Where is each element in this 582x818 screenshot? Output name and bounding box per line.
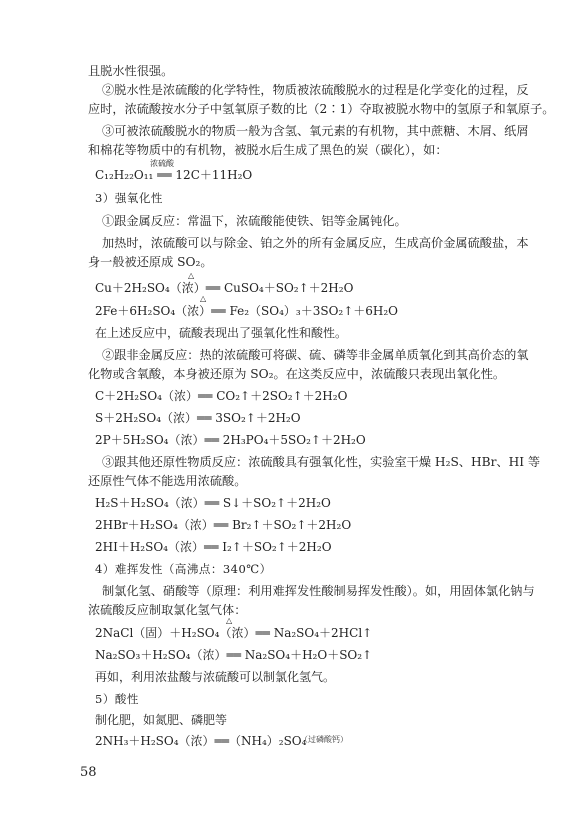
heat-symbol: △ [200,294,207,303]
paragraph-line: 且脱水性很强。 [88,64,174,78]
equation-line: S＋2H₂SO₄（浓）══ 3SO₂↑＋2H₂O [95,411,301,425]
section-heading: 5）酸性 [95,692,139,706]
section-heading: 3）强氧化性 [95,191,163,205]
paragraph-line: ③跟其他还原性物质反应：浓硫酸具有强氧化性，实验室干燥 H₂S、HBr、HI 等 [102,455,541,469]
equation-line: Cu＋2H₂SO₄（浓）══ CuSO₄＋SO₂↑＋2H₂O [95,281,354,295]
paragraph-line: 加热时，浓硫酸可以与除金、铂之外的所有金属反应，生成高价金属硫酸盐，本 [102,236,529,250]
equation-line: 2HBr＋H₂SO₄（浓）══ Br₂↑＋SO₂↑＋2H₂O [95,518,352,532]
paragraph-line: 制化肥，如氮肥、磷肥等 [95,713,228,727]
paragraph-line: 浓硫酸反应制取氯化氢气体： [88,603,247,617]
paragraph-line: 再如，利用浓盐酸与浓硫酸可以制氯化氢气。 [95,670,336,684]
paragraph-line: 在上述反应中，硫酸表现出了强氧化性和酸性。 [95,326,348,340]
equation-line: H₂S＋H₂SO₄（浓）══ S↓＋SO₂↑＋2H₂O [95,496,331,510]
equation-line: 2Fe＋6H₂SO₄（浓）══ Fe₂（SO₄）₃＋3SO₂↑＋6H₂O [95,304,399,318]
equation-line: 2NH₃＋H₂SO₄（浓）══（NH₄）₂SO₄ [95,734,307,748]
equation-line: 2NaCl（固）＋H₂SO₄（浓）══ Na₂SO₄＋2HCl↑ [95,626,373,640]
paragraph-line: 身一般被还原成 SO₂。 [88,255,213,269]
paragraph-line: 和棉花等物质中的有机物，被脱水后生成了黑色的炭（碳化），如： [88,143,448,157]
footnote-label: （过磷酸钙） [300,735,348,744]
equation-line: Na₂SO₃＋H₂SO₄（浓）══ Na₂SO₄＋H₂O＋SO₂↑ [95,648,373,662]
paragraph-line: 制氯化氢、硝酸等（原理：利用难挥发性酸制易挥发性酸）。如，用固体氯化钠与 [102,584,535,598]
paragraph-line: ②脱水性是浓硫酸的化学特性，物质被浓硫酸脱水的过程是化学变化的过程，反 [102,83,529,97]
equation-line: 2HI＋H₂SO₄（浓）══ I₂↑＋SO₂↑＋2H₂O [95,540,332,554]
equation-line: C＋2H₂SO₄（浓）══ CO₂↑＋2SO₂↑＋2H₂O [95,389,348,403]
section-heading: 4）难挥发性（高沸点：340℃） [95,562,272,576]
paragraph-line: ①跟金属反应：常温下，浓硫酸能使铁、铝等金属钝化。 [102,214,407,228]
paragraph-line: ③可被浓硫酸脱水的物质一般为含氢、氧元素的有机物，其中蔗糖、木屑、纸屑 [102,124,529,138]
page-number: 58 [80,765,97,780]
paragraph-line: 化物或含氧酸，本身被还原为 SO₂。在这类反应中，浓硫酸只表现出氧化性。 [88,367,506,381]
paragraph-line: ②跟非金属反应：热的浓硫酸可将碳、硫、磷等非金属单质氧化到其高价态的氧 [102,348,529,362]
equation-line: 2P＋5H₂SO₄（浓）══ 2H₃PO₄＋5SO₂↑＋2H₂O [95,433,366,447]
equation-line: C₁₂H₂₂O₁₁ ══ 12C＋11H₂O [95,168,253,182]
reaction-condition: 浓硫酸 [150,159,174,168]
heat-symbol: △ [226,616,233,625]
paragraph-line: 还原性气体不能选用浓硫酸。 [88,474,247,488]
heat-symbol: △ [188,271,195,280]
paragraph-line: 应时，浓硫酸按水分子中氢氧原子数的比（2∶1）夺取被脱水物中的氢原子和氧原子。 [88,102,555,116]
